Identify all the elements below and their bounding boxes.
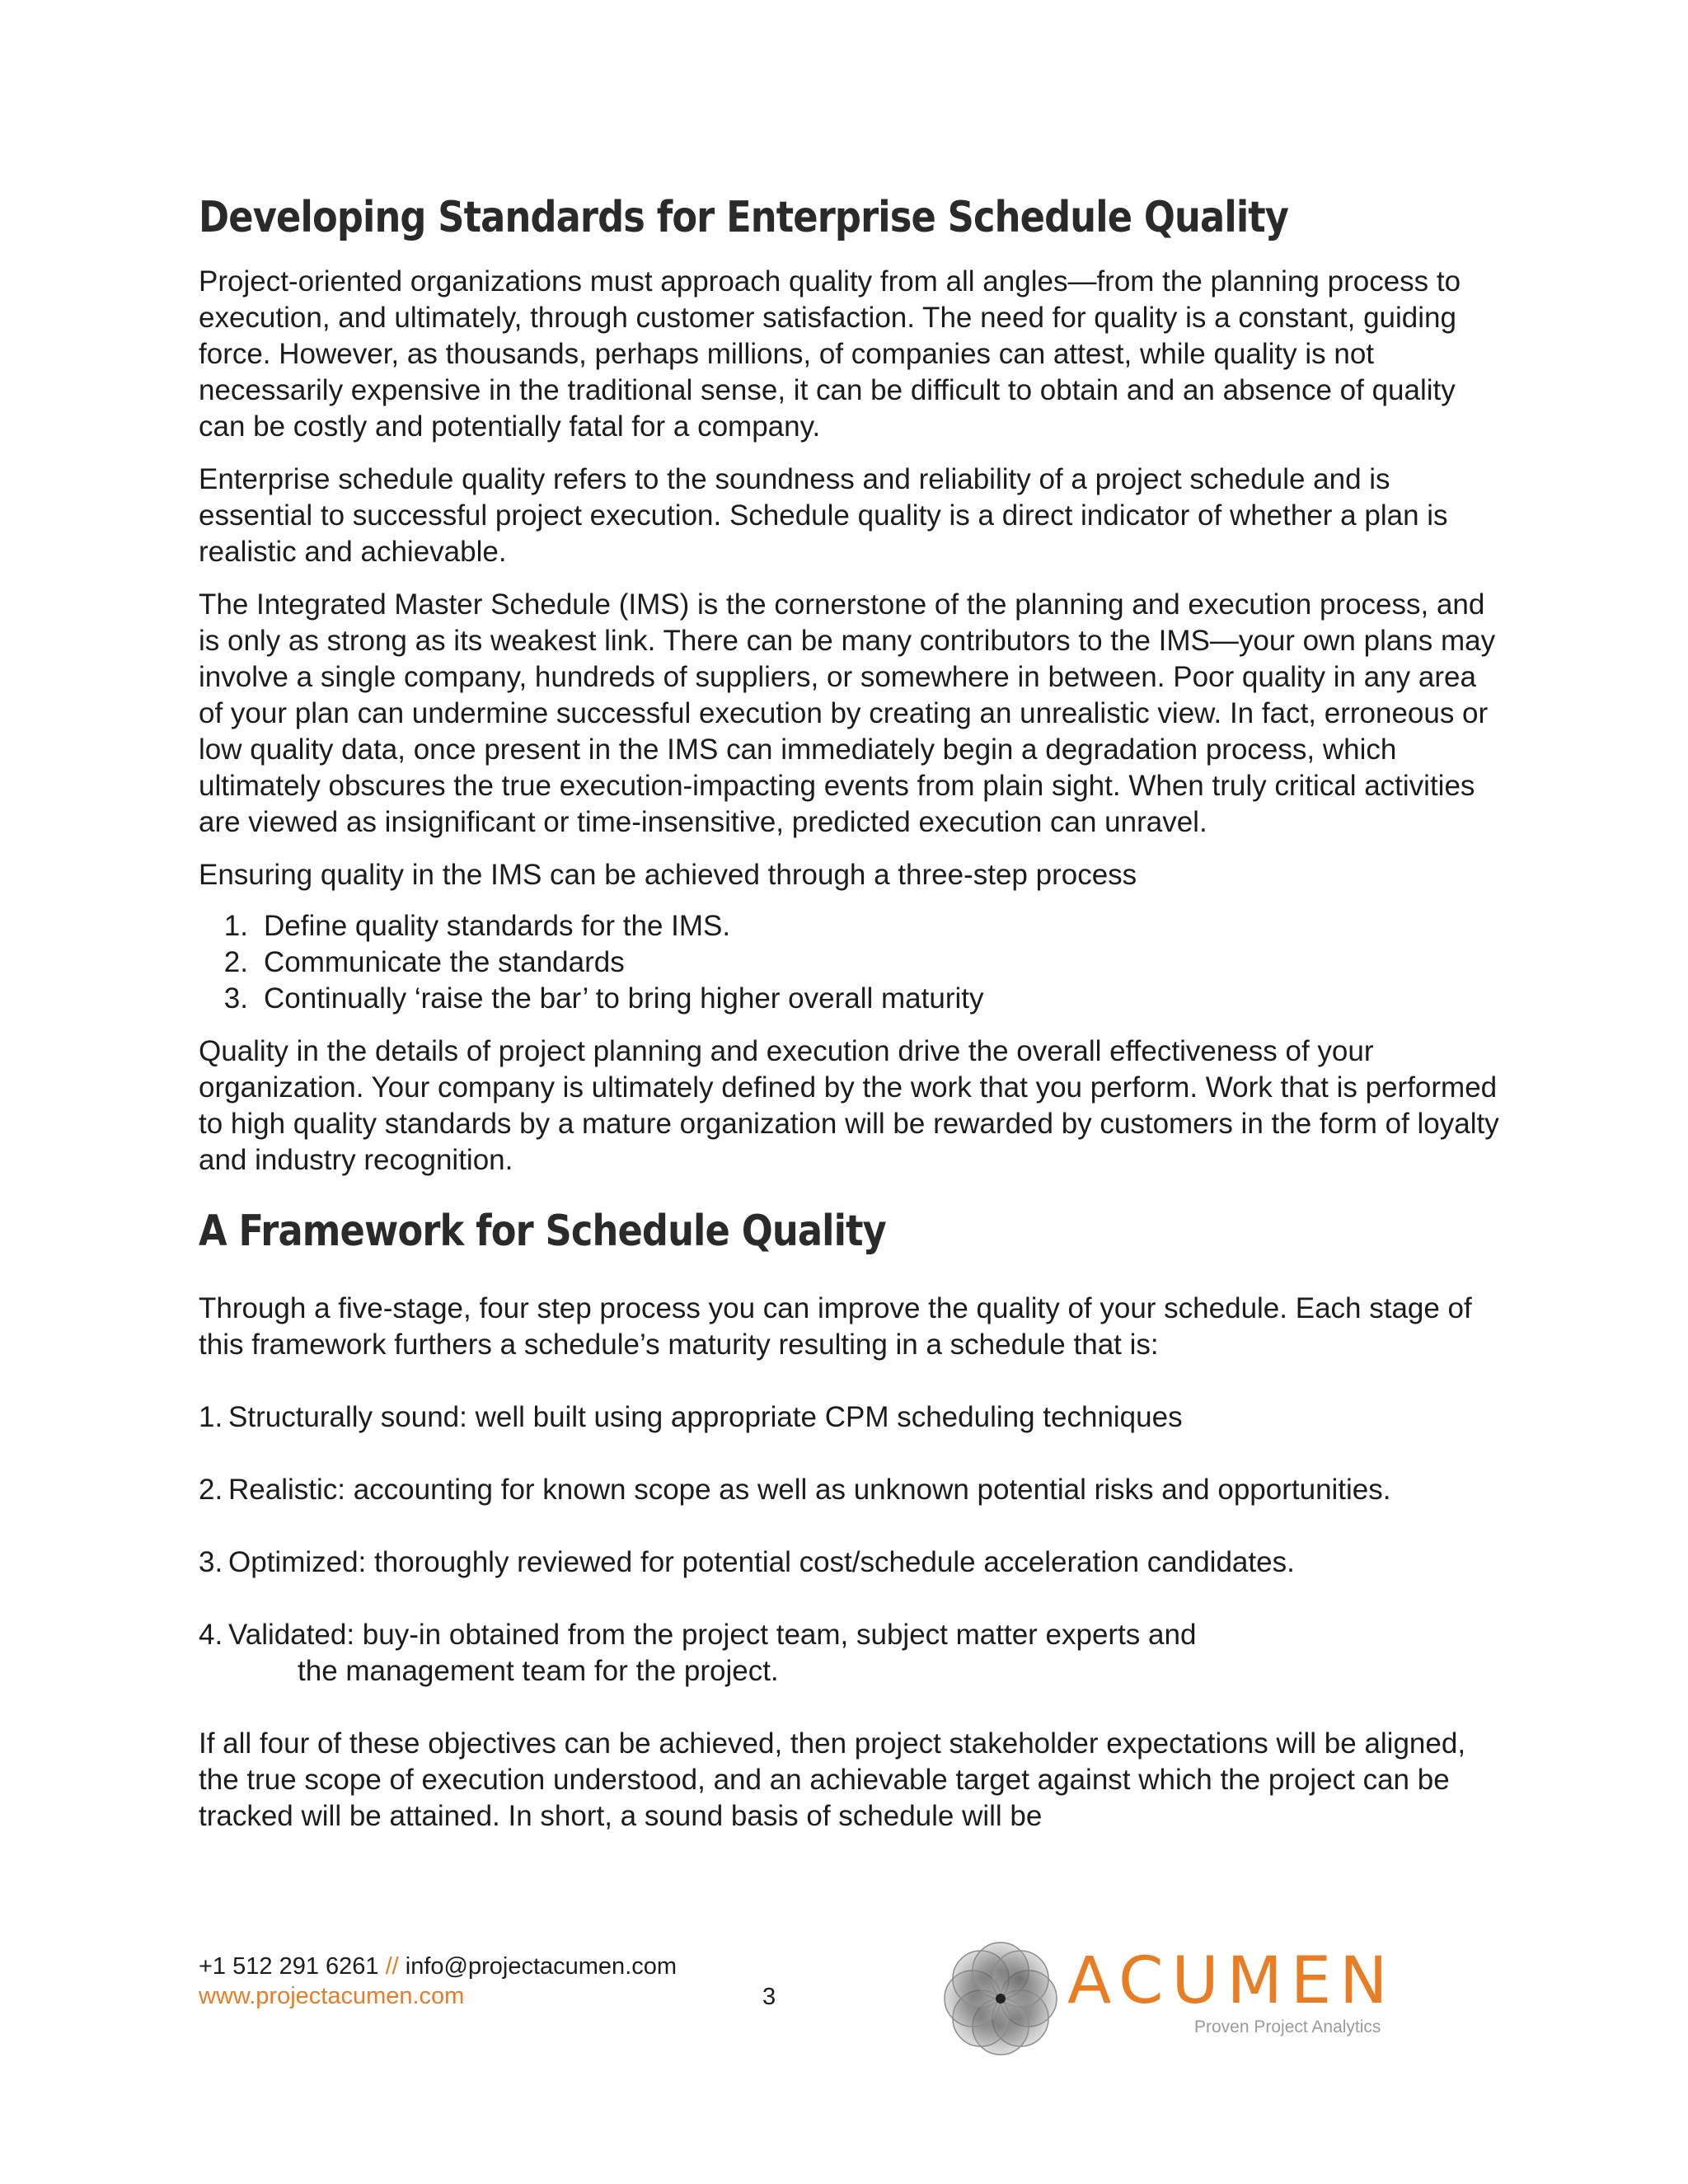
footer-email-link[interactable]: info@projectacumen.com [405, 1953, 678, 1980]
objective-text: Validated: buy-in obtained from the project team, subject matter experts and [228, 1619, 1197, 1651]
list-item-number: 3. [223, 982, 248, 1015]
list-item [199, 944, 1501, 981]
objective-text: Structurally sound: well built using appropriate CPM scheduling techniques [228, 1401, 1183, 1433]
paragraph-ims: The Integrated Master Schedule (IMS) is the cornerstone of the planning and execution process, and is only as strong as its weakest link. There can be many contributors to the IMS—your own plans may involve a single company, hundreds of suppliers, or somewhere in between. Poor quality in any area of your plan can undermine successful execution by creating an unrealistic view. In fact, erroneous or low quality data, once present in the IMS can immediately begin a degradation process, which ultimately obscures the true execution-impacting events from plain sight. When truly critical activities are viewed as insignificant or time-insensitive, predicted execution can unravel. [199, 588, 1496, 838]
list-item-number: 1. [223, 910, 248, 942]
list-item [199, 908, 1501, 944]
objective-item [199, 1617, 1501, 1690]
three-step-list [199, 908, 1501, 1017]
objective-item [199, 1544, 1501, 1581]
paragraph-framework-intro: Through a five-stage, four step process you can improve the quality of your schedule. Each stage of this framework furthers a schedule’s maturity resulting in a schedule that is: [199, 1292, 1472, 1361]
brand-tagline: Proven Project Analytics [1194, 2018, 1381, 2036]
paragraph-quality-details: Quality in the details of project planning and execution drive the overall effectiveness of your organization. Your company is ultimately defined by the work that you perform. Work that is performed to high quality standards by a mature organization will be rewarded by customers in the form of loyalty and industry recognition. [199, 1035, 1499, 1176]
objective-number: 4. [199, 1619, 223, 1651]
paragraph-three-step: Ensuring quality in the IMS can be achieved through a three-step process [199, 859, 1137, 891]
paragraph-schedule-quality: Enterprise schedule quality refers to the soundness and reliability of a project schedule and is essential to successful project execution. Schedule quality is a direct indicator of whether a plan is realistic and achievable. [199, 463, 1448, 568]
footer-phone: +1 512 291 6261 [199, 1953, 379, 1980]
footer-contact [199, 1952, 677, 2011]
objective-number: 2. [199, 1474, 223, 1506]
footer-separator: // [385, 1953, 399, 1980]
paragraph-objectives-closing: If all four of these objectives can be achieved, then project stakeholder expectations will be aligned, the true scope of execution understood, and an achievable target against which the project can be tracked will be attained. In short, a sound basis of schedule will be [199, 1727, 1466, 1832]
page-number: 3 [762, 1984, 776, 2010]
footer-contact-line [199, 1952, 677, 1981]
objective-item [199, 1472, 1501, 1508]
objective-item [199, 1399, 1501, 1436]
list-item-number: 2. [223, 946, 248, 978]
brand-name: ACUMEN [1067, 1944, 1396, 2018]
list-item-text: Communicate the standards [264, 946, 625, 978]
list-item-text: Continually ‘raise the bar’ to bring higher overall maturity [264, 982, 984, 1015]
objective-number: 1. [199, 1401, 223, 1433]
objective-number: 3. [199, 1546, 223, 1578]
objective-text-continued: the management team for the project. [298, 1655, 779, 1687]
section-heading-standards: Developing Standards for Enterprise Schedule Quality [199, 193, 1289, 242]
overlapping-circles-flower-icon [939, 1937, 1062, 2060]
paragraph-quality-angles: Project-oriented organizations must approach quality from all angles—from the planning process to execution, and ultimately, through customer satisfaction. The need for quality is a constant, guiding force. However, as thousands, perhaps millions, of companies can attest, while quality is not necessarily expensive in the traditional sense, it can be difficult to obtain and an absence of quality can be costly and potentially fatal for a company. [199, 265, 1461, 443]
page-footer [199, 1944, 1517, 2050]
list-item [199, 981, 1501, 1017]
page-content [199, 188, 1501, 1835]
list-item-text: Define quality standards for the IMS. [264, 910, 731, 942]
section-heading-framework: A Framework for Schedule Quality [199, 1207, 886, 1256]
acumen-logo [939, 1937, 1396, 2060]
objective-text: Optimized: thoroughly reviewed for potential cost/schedule acceleration candidates. [228, 1546, 1295, 1578]
objective-text: Realistic: accounting for known scope as well as unknown potential risks and opportunities. [228, 1474, 1391, 1506]
footer-website-link[interactable]: www.projectacumen.com [199, 1983, 465, 2009]
